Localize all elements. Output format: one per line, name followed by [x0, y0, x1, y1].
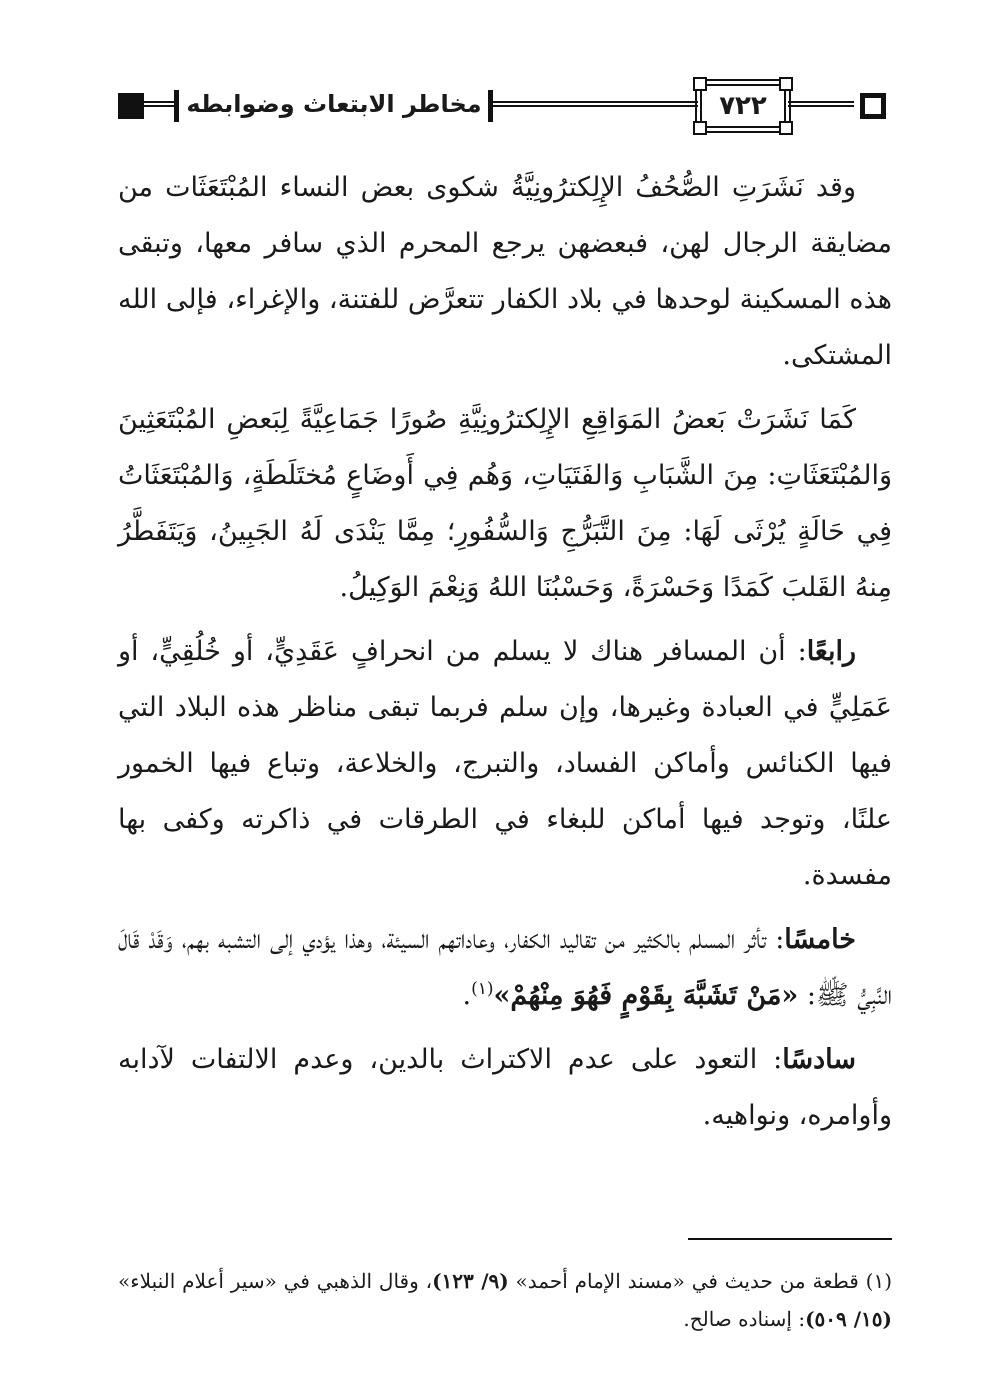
book-title: مخاطر الابتعاث وضوابطه — [186, 90, 482, 118]
running-header — [112, 78, 892, 134]
paragraph-text: : تأثر المسلم بالكثير من تقاليد الكفار، وعاداتهم السيئة، وهذا يؤدي إلى التشبه بهم، وَقَدْ قَالَ النَّبِيُّ ﷺ: — [118, 924, 892, 1011]
paragraph-websites-photos: كَمَا نَشَرَتْ بَعضُ المَوَاقِعِ الإِلِكترُونِيَّةِ صُورًا جَمَاعِيَّةً لِبَعضِ المُبْتَعَثِينَ وَالمُبْتَعَثَاتِ: مِنَ الشَّبَابِ وَالفَتَيَاتِ، وَهُم فِي أَوضَاعٍ مُختَلَطَةٍ، وَالمُبْتَعَثَاتُ فِي حَالَةٍ يُرْثَى لَهَا: مِنَ التَّبَرُّجِ وَالسُّفُورِ؛ مِمَّا يَنْدَى لَهُ الجَبِينُ، وَيَتَفَطَّرُ مِنهُ القَلبَ كَمَدًا وَحَسْرَةً، وَحَسْبُنَا اللهُ وَنِعْمَ الوَكِيلُ. — [118, 404, 892, 603]
paragraph-news-complaint: وقد نَشَرَتِ الصُّحُفُ الإِلِكترُونِيَّةُ شكوى بعض النساء المُبْتَعَثَات من مضايقة الرجال لهن، فبعضهن يرجع المحرم الذي سافر معها، وتبقى هذه المسكينة لوحدها في بلاد الكفار تتعرَّض للفتنة، والإغراء، فإلى الله المشتكى. — [118, 172, 892, 371]
paragraph-text: : التعود على عدم الاكتراث بالدين، وعدم الالتفات لآدابه وأوامره، ونواهيه. — [118, 1044, 892, 1131]
paragraph-fourth — [118, 624, 892, 904]
header-ornament-square-right — [860, 93, 886, 119]
paragraph-sixth — [118, 1032, 892, 1144]
header-rule — [492, 101, 698, 107]
header-rule — [144, 101, 174, 107]
paragraph-fifth — [118, 912, 892, 1024]
page-number: ٧٢٢ — [719, 91, 767, 121]
header-bar — [174, 90, 179, 122]
page-body — [118, 160, 892, 1152]
footnote-citation: (١٥/ ٥٠٩) — [805, 1307, 892, 1331]
ordinal-fourth: رابعًا — [806, 636, 856, 667]
footnote — [118, 1262, 892, 1338]
footnote-marker: (١) — [865, 1269, 892, 1293]
hadith-quote: «مَنْ تَشَبَّهَ بِقَوْمٍ فَهُوَ مِنْهُمْ» — [493, 980, 799, 1011]
footnote-text: : إسناده صالح. — [683, 1307, 806, 1331]
ordinal-fifth: خامسًا — [784, 924, 856, 955]
footnote-text: قطعة من حديث في «مسند الإمام أحمد» — [508, 1269, 866, 1293]
page-number-frame — [700, 84, 786, 128]
paragraph-text: : أن المسافر هناك لا يسلم من انحرافٍ عَقَدِيٍّ، أو خُلُقِيٍّ، أو عَمَلِيٍّ في العبادة وغيرها، وإن سلم فربما تبقى مناظر هذه البلاد التي فيها الكنائس وأماكن الفساد، والتبرج، والخلاعة، وتباع فيها الخمور علنًا، وتوجد فيها أماكن للبغاء في الطرقات في ذاكرته وكفى بها مفسدة. — [118, 636, 892, 891]
header-ornament-square-left — [118, 93, 144, 119]
paragraph-end: . — [462, 980, 472, 1011]
header-rule — [788, 101, 854, 107]
footnote-text: ، وقال الذهبي في «سير أعلام النبلاء» — [118, 1269, 433, 1293]
footnote-citation: (٩/ ١٢٣) — [432, 1269, 509, 1293]
ordinal-sixth: سادسًا — [782, 1044, 856, 1075]
footnote-separator — [688, 1238, 892, 1240]
footnote-reference[interactable]: (١) — [471, 979, 494, 999]
